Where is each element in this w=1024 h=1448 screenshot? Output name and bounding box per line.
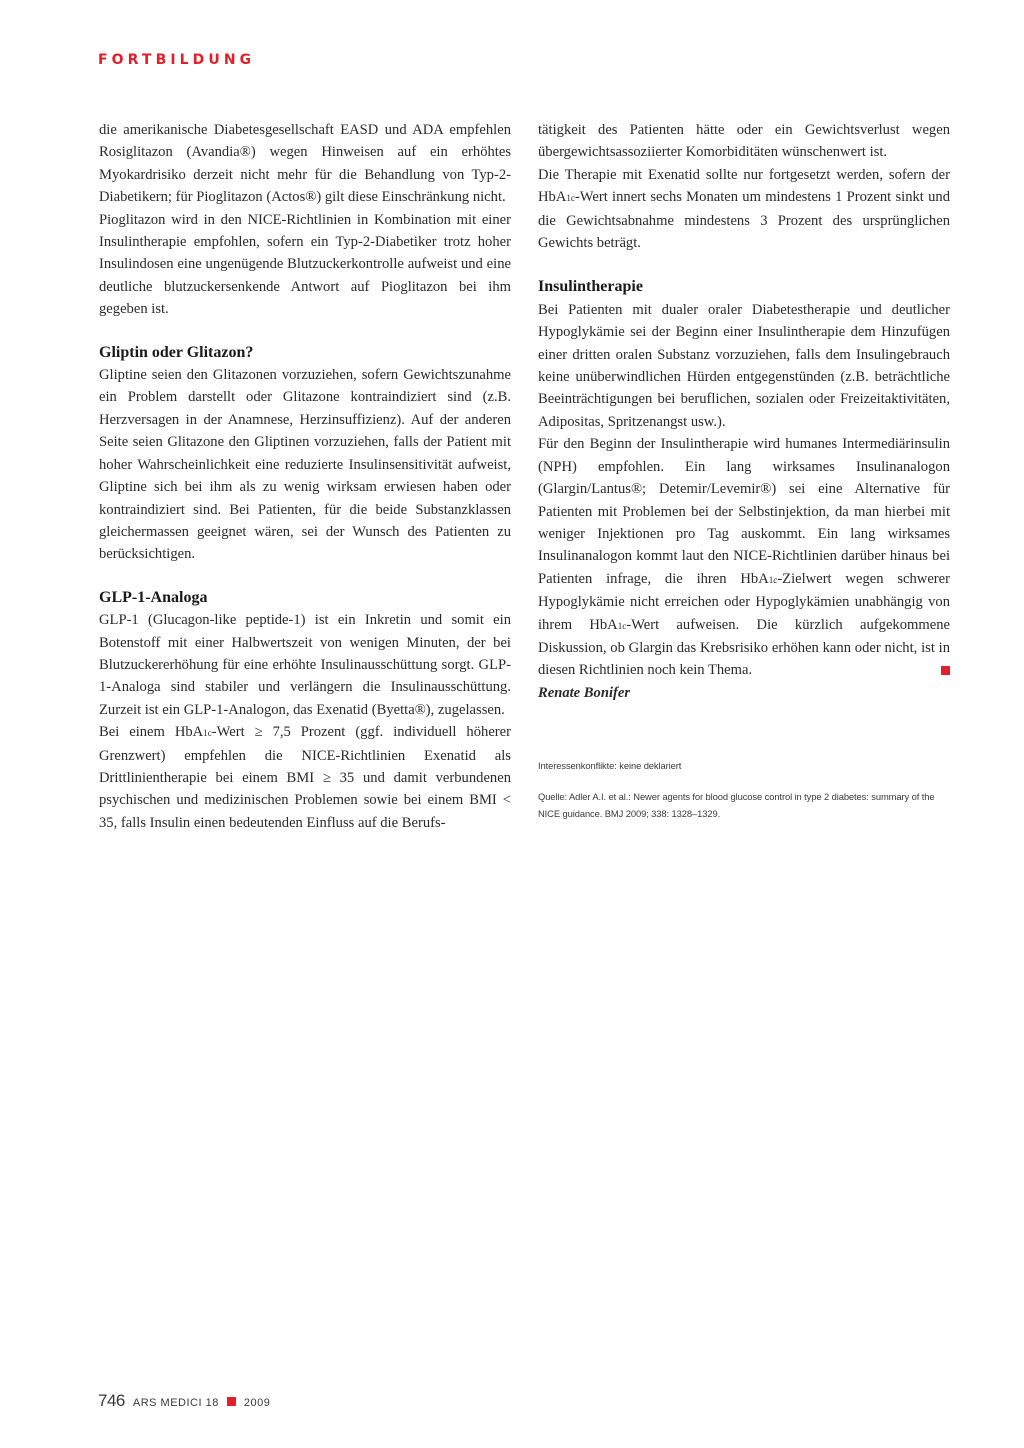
- paragraph: [99, 721, 511, 834]
- text-run: -Wert aufweisen. Die kürzlich aufgekommene Diskussion, ob Glargin das Krebsrisiko erhöhen kann oder nicht, ist in diesen Richtlinien noch kein Thema.: [538, 616, 950, 679]
- paragraph: Pioglitazon wird in den NICE-Richtlinien in Kombination mit einer Insulintherapie empfohlen, sofern ein Typ-2-Diabetiker trotz hoher Insulindosen eine ungenügende Blutzuckerkontrolle aufweist und eine deutliche blutzuckersenkende Antwort auf Pioglitazon bei ihm gegeben ist.: [99, 211, 511, 318]
- author-name: Renate Bonifer: [538, 684, 631, 701]
- year: 2009: [243, 1397, 271, 1409]
- subscript: 1c: [617, 620, 627, 631]
- subscript: 1c: [566, 193, 575, 204]
- magazine-name: ARS MEDICI 18: [132, 1397, 219, 1409]
- text-run: -Wert ≥ 7,5 Prozent (ggf. individuell höherer Grenzwert) empfehlen die NICE-Richtlinien Exenatid als Drittlinientherapie bei einem BMI ≥ 35 und damit verbundenen psychischen und medizinischen Problemen sowie bei einem BMI < 35, falls Insulin einen bedeutenden Einfluss auf die Berufs-: [99, 724, 511, 831]
- section-heading-gliptin: Gliptin oder Glitazon?: [99, 343, 254, 361]
- source-note: Quelle: Adler A.I. et al.: Newer agents for blood glucose control in type 2 diabetes: summary of the NICE guidance. BMJ 2009; 338: 1328–1329.: [538, 791, 935, 820]
- subscript: 1c: [768, 574, 778, 585]
- page-footer: [98, 1391, 270, 1411]
- text-run: Bei einem HbA: [99, 724, 204, 741]
- text-run: -Zielwert wegen schwerer Hypoglykämie nicht erreichen oder Hypoglykämien unabhängig von ihrem HbA: [538, 570, 951, 633]
- subscript: 1c: [203, 728, 212, 739]
- conflicts-note: Interessenkonflikte: keine deklariert: [538, 760, 682, 772]
- end-mark-square: [941, 666, 950, 675]
- paragraph: [538, 164, 950, 255]
- paragraph: tätigkeit des Patienten hätte oder ein Gewichtsverlust wegen übergewichtsassoziierter Komorbiditäten wünschenwert ist.: [538, 122, 950, 161]
- paragraph: Gliptine seien den Glitazonen vorzuziehen, sofern Gewichtszunahme ein Problem darstellt oder Glitazone kontraindiziert sind (z.B. Herzversagen in der Anamnese, Herzinsuffizienz). Auf der anderen Seite seien Glitazone den Gliptinen vorzuziehen, falls der Patient mit hoher Wahrscheinlichkeit eine reduzierte Insulinsensitivität aufweist, Gliptine sich bei ihm als zu wenig wirksam erwiesen haben oder kontraindiziert sind. Bei Patienten, für die beide Substanzklassen gleichermassen geeignet wären, sei der Wunsch des Patienten zu berücksichtigen.: [99, 367, 511, 563]
- paragraph: Bei Patienten mit dualer oraler Diabetestherapie und deutlicher Hypoglykämie sei der Beginn einer Insulintherapie dem Hinzufügen einer dritten oralen Substanz vorzuziehen, falls dem Insulingebrauch keine unüberwindlichen Hürden entgegenstünden (z.B. beträchtliche Beeinträchtigungen bei beruflichen, sozialen oder Freizeitaktivitäten, Adipositas, Spritzenangst usw.).: [538, 301, 950, 430]
- separator-square-icon: [227, 1397, 236, 1406]
- section-label: FORTBILDUNG: [98, 52, 256, 68]
- paragraph: [538, 433, 950, 681]
- section-heading-insulin: Insulintherapie: [538, 278, 643, 296]
- left-column: [99, 119, 511, 834]
- section-heading-glp1: GLP-1-Analoga: [99, 588, 208, 606]
- page-number: 746: [98, 1391, 125, 1410]
- paragraph: die amerikanische Diabetesgesellschaft EASD und ADA empfehlen Rosiglitazon (Avandia®) wegen Hinweisen auf ein erhöhtes Myokardrisiko derzeit nicht mehr für die Behandlung von Typ-2-Diabetikern; für Pioglitazon (Actos®) gilt diese Einschränkung nicht.: [99, 122, 511, 206]
- paragraph: GLP-1 (Glucagon-like peptide-1) ist ein Inkretin und somit ein Botenstoff mit einer Halbwertszeit von wenigen Minuten, der bei Blutzuckererhöhung für eine erhöhte Insulinausschüttung sorgt. GLP-1-Analoga sind stabiler und verlängern die Insulinausschüttung. Zurzeit ist ein GLP-1-Analogon, das Exenatid (Byetta®), zugelassen.: [99, 612, 511, 718]
- right-column: [538, 119, 950, 822]
- text-run: Die Therapie mit Exenatid sollte nur fortgesetzt werden, sofern der HbA: [538, 166, 950, 206]
- text-run: -Wert innert sechs Monaten um mindestens 1 Prozent sinkt und die Gewichtsabnahme mindestens 3 Prozent des ursprünglichen Gewichts beträgt.: [538, 189, 950, 252]
- text-run: Für den Beginn der Insulintherapie wird humanes Intermediärinsulin (NPH) empfohlen. Ein lang wirksames Insulinanalogon (Glargin/Lantus®; Detemir/Levemir®) sei eine Alternative für Patienten mit Problemen bei der Selbstinjektion, da man hierbei mit weniger Injektionen pro Tag auskommt. Ein lang wirksames Insulinanalogon kommt laut den NICE-Richtlinien darüber hinaus bei Patienten infrage, die ihren HbA: [538, 436, 950, 587]
